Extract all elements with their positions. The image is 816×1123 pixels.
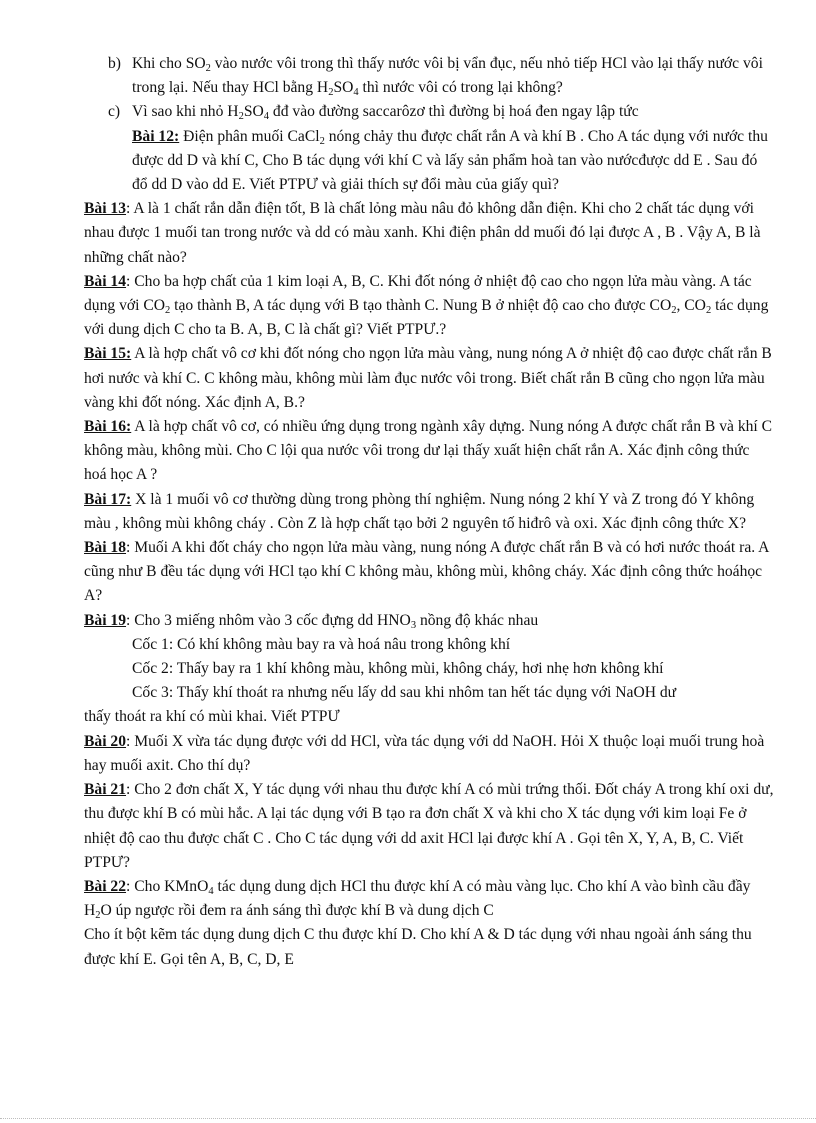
exercise-21: [84, 778, 774, 875]
exercise-label: Bài 14: [84, 272, 127, 290]
exercise-label: Bài 15:: [84, 345, 132, 363]
exercise-12: [84, 125, 774, 198]
exercise-text: A là hợp chất vô cơ, có nhiều ứng dụng trong ngành xây dựng. Nung nóng A được chất rắn B và khí C không màu, không mùi. Cho C lội qua nước vôi trong dư lại thấy xuất hiện chất rắn A. Xác định công thức hoá học A ?: [84, 418, 773, 484]
cup-1: Cốc 1: Có khí không màu bay ra và hoá nâu trong không khí: [132, 635, 511, 653]
exercise-text: X là 1 muối vô cơ thường dùng trong phòng thí nghiệm. Nung nóng 2 khí Y và Z trong đó Y không màu , không mùi không cháy . Còn Z là hợp chất tạo bởi 2 nguyên tố hiđrô và oxi. Xác định công thức X?: [84, 490, 755, 532]
exercise-text: : Cho 2 đơn chất X, Y tác dụng với nhau thu được khí A có mùi trứng thối. Đốt cháy A trong khí oxi dư, thu được khí B có mùi hắc. A lại tác dụng với B tạo ra đơn chất X và khi cho X tác dụng với kim loại Fe ở nhiệt độ cao thu được chất C . Cho C tác dụng với dd axit HCl lại được khí A . Gọi tên X, Y, A, B, C. Viết PTPƯ?: [84, 781, 774, 871]
exercise-label: Bài 16:: [84, 418, 132, 436]
exercise-text: : Muối X vừa tác dụng được với dd HCl, vừa tác dụng với dd NaOH. Hỏi X thuộc loại muối trung hoà hay muối axit. Cho thí dụ?: [84, 732, 765, 774]
exercise-text: : Cho KMnO$_4$ tác dụng dung dịch HCl thu được khí A có màu vàng lục. Cho khí A vào bình cầu đầy $H_2O$ úp ngược rồi đem ra ánh sáng thì được khí B và dung dịch C: [84, 877, 751, 922]
cup-3-continuation: thấy thoát ra khí có mùi khai. Viết PTPƯ: [84, 708, 340, 726]
exercise-label: Bài 19: [84, 611, 127, 629]
cup-2: Cốc 2: Thấy bay ra 1 khí không màu, không mùi, không cháy, hơi nhẹ hơn không khí: [132, 660, 664, 678]
sub-item-marker: c): [108, 103, 121, 121]
exercise-14: [84, 270, 774, 343]
exercise-label: Bài 20: [84, 732, 127, 750]
exercise-13: [84, 197, 774, 270]
exercise-16: [84, 415, 774, 488]
sub-item-text: Khi cho $SO_2$ vào nước vôi trong thì thấy nước vôi bị vẩn đục, nếu nhỏ tiếp HCl vào lại thấy nước vôi trong lại. Nếu thay HCl bằng $H_2SO_4$ thì nước vôi có trong lại không?: [132, 55, 763, 99]
page-bottom-divider: [0, 1118, 816, 1119]
sub-item-marker: b): [108, 55, 121, 72]
exercise-19: [84, 609, 774, 633]
exercise-label: Bài 18: [84, 539, 127, 557]
exercise-text: Điện phân muối CaCl$_2$ nóng chảy thu được chất rắn A và khí B . Cho A tác dụng với nước thu được dd D và khí C, Cho B tác dụng với khí C và lấy sản phẩm hoà tan vào nướcđược dd E . Sau đó đổ dd D vào dd E. Viết PTPƯ và giải thích sự đổi màu của giấy quì?: [132, 127, 768, 194]
exercise-text: : A là 1 chất rắn dẫn điện tốt, B là chất lỏng màu nâu đỏ không dẫn điện. Khi cho 2 chất tác dụng với nhau được 1 muối tan trong nước và dd có màu xanh. Khi điện phân dd muối đó lại được A , B . Vậy A, B là những chất nào?: [84, 200, 761, 266]
exercise-text: : Muối A khi đốt cháy cho ngọn lửa màu vàng, nung nóng A được chất rắn B và có hơi nước thoát ra. A cũng như B đều tác dụng với HCl tạo khí C không màu, không mùi, không cháy. Xác định công thức hoáhọc A?: [84, 539, 769, 605]
exercise-text: A là hợp chất vô cơ khi đốt nóng cho ngọn lửa màu vàng, nung nóng A ở nhiệt độ cao được chất rắn B hơi nước và khí C. C không màu, không mùi làm đục nước vôi trong. Biết chất rắn B cũng cho ngọn lửa màu vàng khi đốt nóng. Xác định A, B.?: [84, 345, 772, 411]
sub-item-c: [84, 100, 774, 124]
exercise-18: [84, 536, 774, 609]
exercise-label: Bài 22: [84, 877, 127, 895]
exercise-label: Bài 13: [84, 200, 127, 218]
exercise-text: : Cho 3 miếng nhôm vào 3 cốc đựng dd $HNO_3$ nồng độ khác nhau: [126, 611, 539, 631]
exercise-20: [84, 730, 774, 778]
cup-3: Cốc 3: Thấy khí thoát ra nhưng nếu lấy dd sau khi nhôm tan hết tác dụng với NaOH dư: [132, 684, 677, 702]
exercise-15: [84, 342, 774, 415]
sub-item-text: Vì sao khi nhỏ $H_2SO_4$ đđ vào đường saccarôzơ thì đường bị hoá đen ngay lập tức: [132, 103, 639, 123]
sub-item-b: [84, 52, 774, 100]
exercise-text: : Cho ba hợp chất của 1 kim loại A, B, C. Khi đốt nóng ở nhiệt độ cao cho ngọn lửa màu vàng. A tác dụng với $CO_2$ tạo thành B, A tác dụng với B tạo thành C. Nung B ở nhiệt độ cao cho được $CO_2$, $CO_2$ tác dụng với dung dịch C cho ta B. A, B, C là chất gì? Viết PTPƯ.?: [84, 272, 769, 339]
document-body: [84, 52, 774, 972]
exercise-17: [84, 488, 774, 536]
closing-paragraph: Cho ít bột kẽm tác dụng dung dịch C thu được khí D. Cho khí A & D tác dụng với nhau ngoài ánh sáng thu được khí E. Gọi tên A, B, C, D, E: [84, 926, 752, 968]
exercise-label: Bài 21: [84, 781, 127, 799]
exercise-label: Bài 17:: [84, 490, 132, 508]
exercise-label: Bài 12:: [132, 127, 180, 145]
exercise-22: [84, 875, 774, 923]
